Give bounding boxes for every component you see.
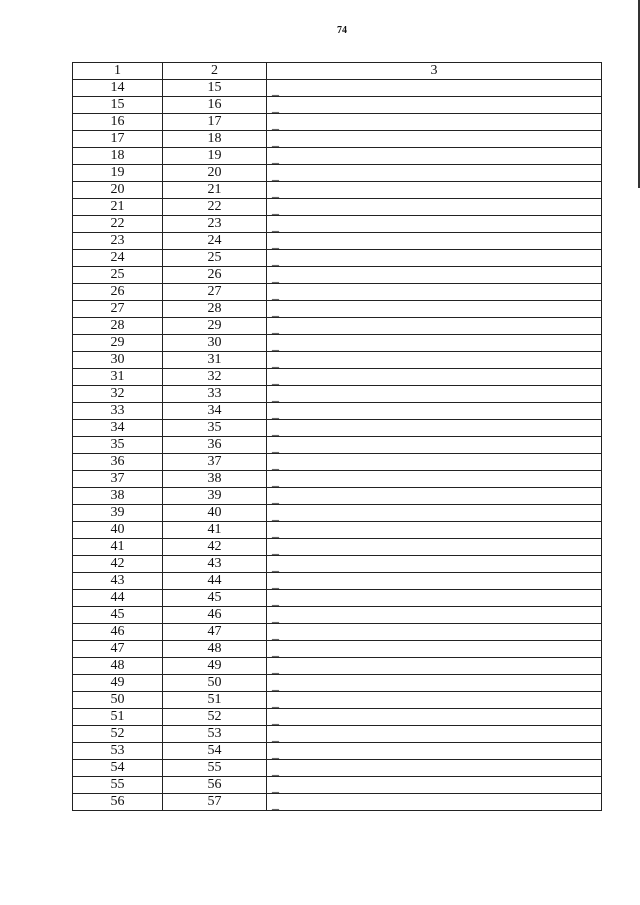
next-number-cell: 18 — [163, 131, 267, 148]
table-row — [73, 573, 602, 590]
value-dash: _ — [272, 712, 279, 727]
next-number-cell: 47 — [163, 624, 267, 641]
value-dash: _ — [272, 270, 279, 285]
table-row — [73, 743, 602, 760]
value-cell — [267, 505, 602, 522]
row-number-cell: 38 — [73, 488, 163, 505]
next-number-cell: 15 — [163, 80, 267, 97]
value-dash: _ — [272, 780, 279, 795]
next-number-cell: 36 — [163, 437, 267, 454]
value-dash: _ — [272, 185, 279, 200]
value-dash: _ — [272, 236, 279, 251]
value-cell — [267, 624, 602, 641]
value-cell — [267, 675, 602, 692]
next-number-cell: 51 — [163, 692, 267, 709]
next-number-cell: 28 — [163, 301, 267, 318]
row-number-cell: 28 — [73, 318, 163, 335]
value-dash: _ — [272, 491, 279, 506]
table-row — [73, 709, 602, 726]
table-row — [73, 607, 602, 624]
table-row — [73, 216, 602, 233]
table-row — [73, 284, 602, 301]
value-cell — [267, 199, 602, 216]
value-cell — [267, 539, 602, 556]
next-number-cell: 44 — [163, 573, 267, 590]
row-number-cell: 36 — [73, 454, 163, 471]
row-number-cell: 16 — [73, 114, 163, 131]
row-number-cell: 40 — [73, 522, 163, 539]
column-header-3: 3 — [267, 63, 602, 80]
value-dash: _ — [272, 474, 279, 489]
row-number-cell: 49 — [73, 675, 163, 692]
row-number-cell: 46 — [73, 624, 163, 641]
table-body — [73, 80, 602, 811]
table-row — [73, 182, 602, 199]
table-row — [73, 131, 602, 148]
row-number-cell: 25 — [73, 267, 163, 284]
value-dash: _ — [272, 797, 279, 812]
table-row — [73, 726, 602, 743]
value-cell — [267, 216, 602, 233]
value-cell — [267, 488, 602, 505]
row-number-cell: 23 — [73, 233, 163, 250]
next-number-cell: 56 — [163, 777, 267, 794]
value-dash: _ — [272, 593, 279, 608]
value-dash: _ — [272, 219, 279, 234]
value-cell — [267, 114, 602, 131]
table-row — [73, 335, 602, 352]
next-number-cell: 35 — [163, 420, 267, 437]
value-dash: _ — [272, 576, 279, 591]
table-row — [73, 675, 602, 692]
value-dash: _ — [272, 117, 279, 132]
value-dash: _ — [272, 423, 279, 438]
value-cell — [267, 522, 602, 539]
row-number-cell: 54 — [73, 760, 163, 777]
value-dash: _ — [272, 440, 279, 455]
table-row — [73, 267, 602, 284]
row-number-cell: 56 — [73, 794, 163, 811]
next-number-cell: 29 — [163, 318, 267, 335]
table-row — [73, 488, 602, 505]
next-number-cell: 55 — [163, 760, 267, 777]
page-number: 74 — [337, 25, 347, 36]
value-dash: _ — [272, 202, 279, 217]
value-dash: _ — [272, 763, 279, 778]
table-row — [73, 658, 602, 675]
row-number-cell: 45 — [73, 607, 163, 624]
table-row — [73, 318, 602, 335]
next-number-cell: 37 — [163, 454, 267, 471]
value-cell — [267, 437, 602, 454]
table-row — [73, 590, 602, 607]
row-number-cell: 47 — [73, 641, 163, 658]
next-number-cell: 34 — [163, 403, 267, 420]
table-row — [73, 777, 602, 794]
row-number-cell: 37 — [73, 471, 163, 488]
table-row — [73, 522, 602, 539]
row-number-cell: 27 — [73, 301, 163, 318]
value-cell — [267, 794, 602, 811]
value-cell — [267, 454, 602, 471]
row-number-cell: 34 — [73, 420, 163, 437]
value-cell — [267, 726, 602, 743]
next-number-cell: 20 — [163, 165, 267, 182]
row-number-cell: 52 — [73, 726, 163, 743]
table-row — [73, 250, 602, 267]
next-number-cell: 52 — [163, 709, 267, 726]
row-number-cell: 35 — [73, 437, 163, 454]
row-number-cell: 41 — [73, 539, 163, 556]
next-number-cell: 57 — [163, 794, 267, 811]
table-row — [73, 301, 602, 318]
value-dash: _ — [272, 355, 279, 370]
table-row — [73, 624, 602, 641]
table-row — [73, 369, 602, 386]
table-row — [73, 352, 602, 369]
next-number-cell: 22 — [163, 199, 267, 216]
value-dash: _ — [272, 83, 279, 98]
row-number-cell: 15 — [73, 97, 163, 114]
next-number-cell: 26 — [163, 267, 267, 284]
table-row — [73, 97, 602, 114]
next-number-cell: 48 — [163, 641, 267, 658]
row-number-cell: 26 — [73, 284, 163, 301]
next-number-cell: 49 — [163, 658, 267, 675]
value-cell — [267, 760, 602, 777]
row-number-cell: 17 — [73, 131, 163, 148]
next-number-cell: 54 — [163, 743, 267, 760]
value-dash: _ — [272, 134, 279, 149]
next-number-cell: 40 — [163, 505, 267, 522]
value-cell — [267, 318, 602, 335]
next-number-cell: 33 — [163, 386, 267, 403]
table-row — [73, 760, 602, 777]
table-row — [73, 233, 602, 250]
row-number-cell: 50 — [73, 692, 163, 709]
next-number-cell: 46 — [163, 607, 267, 624]
value-dash: _ — [272, 729, 279, 744]
next-number-cell: 25 — [163, 250, 267, 267]
value-cell — [267, 352, 602, 369]
next-number-cell: 39 — [163, 488, 267, 505]
value-dash: _ — [272, 627, 279, 642]
value-cell — [267, 80, 602, 97]
table-row — [73, 386, 602, 403]
next-number-cell: 23 — [163, 216, 267, 233]
next-number-cell: 31 — [163, 352, 267, 369]
row-number-cell: 31 — [73, 369, 163, 386]
table-row — [73, 556, 602, 573]
table-row — [73, 80, 602, 97]
table-row — [73, 539, 602, 556]
value-dash: _ — [272, 542, 279, 557]
next-number-cell: 41 — [163, 522, 267, 539]
value-cell — [267, 148, 602, 165]
value-dash: _ — [272, 559, 279, 574]
value-cell — [267, 97, 602, 114]
value-cell — [267, 301, 602, 318]
next-number-cell: 50 — [163, 675, 267, 692]
row-number-cell: 32 — [73, 386, 163, 403]
row-number-cell: 43 — [73, 573, 163, 590]
value-cell — [267, 335, 602, 352]
table-row — [73, 692, 602, 709]
value-cell — [267, 590, 602, 607]
row-number-cell: 53 — [73, 743, 163, 760]
table-row — [73, 148, 602, 165]
value-dash: _ — [272, 338, 279, 353]
value-cell — [267, 284, 602, 301]
value-cell — [267, 471, 602, 488]
table-row — [73, 505, 602, 522]
value-cell — [267, 267, 602, 284]
value-cell — [267, 573, 602, 590]
table-header-row — [73, 63, 602, 80]
value-cell — [267, 403, 602, 420]
value-dash: _ — [272, 389, 279, 404]
next-number-cell: 19 — [163, 148, 267, 165]
value-dash: _ — [272, 100, 279, 115]
row-number-cell: 24 — [73, 250, 163, 267]
value-cell — [267, 131, 602, 148]
value-dash: _ — [272, 644, 279, 659]
row-number-cell: 48 — [73, 658, 163, 675]
next-number-cell: 30 — [163, 335, 267, 352]
column-header-1: 1 — [73, 63, 163, 80]
next-number-cell: 53 — [163, 726, 267, 743]
value-dash: _ — [272, 661, 279, 676]
table-row — [73, 114, 602, 131]
row-number-cell: 44 — [73, 590, 163, 607]
value-dash: _ — [272, 287, 279, 302]
table-row — [73, 641, 602, 658]
table-row — [73, 420, 602, 437]
value-dash: _ — [272, 253, 279, 268]
row-number-cell: 14 — [73, 80, 163, 97]
next-number-cell: 24 — [163, 233, 267, 250]
table-row — [73, 471, 602, 488]
value-dash: _ — [272, 457, 279, 472]
row-number-cell: 29 — [73, 335, 163, 352]
value-cell — [267, 182, 602, 199]
value-cell — [267, 658, 602, 675]
value-cell — [267, 250, 602, 267]
value-dash: _ — [272, 304, 279, 319]
table-row — [73, 199, 602, 216]
value-cell — [267, 165, 602, 182]
value-dash: _ — [272, 695, 279, 710]
data-table — [72, 62, 602, 811]
value-cell — [267, 420, 602, 437]
next-number-cell: 32 — [163, 369, 267, 386]
value-cell — [267, 709, 602, 726]
table-row — [73, 437, 602, 454]
row-number-cell: 18 — [73, 148, 163, 165]
value-dash: _ — [272, 372, 279, 387]
value-cell — [267, 369, 602, 386]
next-number-cell: 38 — [163, 471, 267, 488]
value-cell — [267, 386, 602, 403]
row-number-cell: 51 — [73, 709, 163, 726]
row-number-cell: 33 — [73, 403, 163, 420]
value-cell — [267, 233, 602, 250]
table-row — [73, 454, 602, 471]
value-dash: _ — [272, 746, 279, 761]
value-dash: _ — [272, 610, 279, 625]
row-number-cell: 42 — [73, 556, 163, 573]
next-number-cell: 42 — [163, 539, 267, 556]
value-cell — [267, 641, 602, 658]
column-header-2: 2 — [163, 63, 267, 80]
row-number-cell: 20 — [73, 182, 163, 199]
row-number-cell: 19 — [73, 165, 163, 182]
next-number-cell: 17 — [163, 114, 267, 131]
value-dash: _ — [272, 151, 279, 166]
table-row — [73, 794, 602, 811]
value-dash: _ — [272, 525, 279, 540]
row-number-cell: 30 — [73, 352, 163, 369]
next-number-cell: 43 — [163, 556, 267, 573]
table-row — [73, 165, 602, 182]
value-cell — [267, 607, 602, 624]
value-cell — [267, 556, 602, 573]
value-cell — [267, 743, 602, 760]
row-number-cell: 22 — [73, 216, 163, 233]
row-number-cell: 55 — [73, 777, 163, 794]
value-dash: _ — [272, 678, 279, 693]
value-cell — [267, 692, 602, 709]
value-dash: _ — [272, 406, 279, 421]
row-number-cell: 21 — [73, 199, 163, 216]
next-number-cell: 27 — [163, 284, 267, 301]
next-number-cell: 45 — [163, 590, 267, 607]
table-row — [73, 403, 602, 420]
value-dash: _ — [272, 508, 279, 523]
next-number-cell: 16 — [163, 97, 267, 114]
next-number-cell: 21 — [163, 182, 267, 199]
value-cell — [267, 777, 602, 794]
row-number-cell: 39 — [73, 505, 163, 522]
value-dash: _ — [272, 321, 279, 336]
value-dash: _ — [272, 168, 279, 183]
